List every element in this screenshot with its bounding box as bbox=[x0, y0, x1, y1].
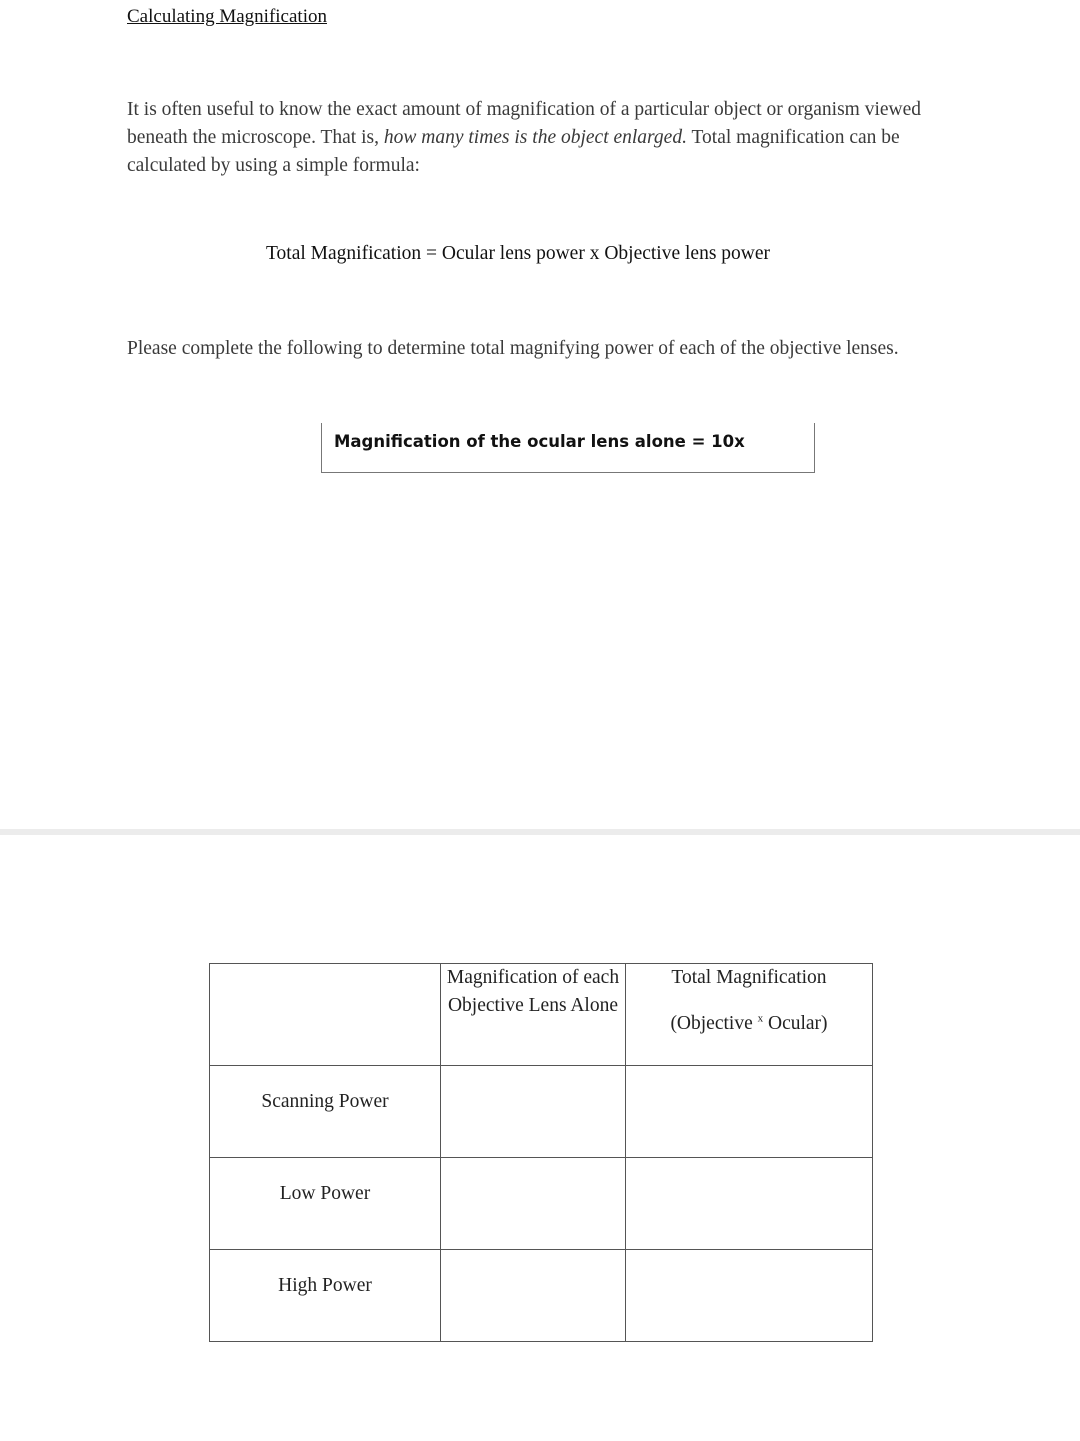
header-total-label: Total Magnification bbox=[671, 967, 827, 988]
table-header-row bbox=[210, 964, 873, 1066]
table-row bbox=[210, 1158, 873, 1250]
total-magnification-cell[interactable] bbox=[626, 1066, 873, 1158]
intro-text-end: Total magnification can be calculated by using a simple formula: bbox=[127, 127, 900, 176]
header-cell-empty bbox=[210, 964, 441, 1066]
row-label: Scanning Power bbox=[261, 1091, 389, 1112]
magnification-table bbox=[209, 963, 873, 1342]
intro-paragraph bbox=[127, 96, 947, 180]
header-cell-objective bbox=[441, 964, 626, 1066]
instructions: Please complete the following to determine total magnifying power of each of the objective lenses. bbox=[127, 338, 899, 359]
objective-magnification-cell[interactable] bbox=[441, 1066, 626, 1158]
row-label-cell bbox=[210, 1250, 441, 1342]
total-magnification-cell[interactable] bbox=[626, 1158, 873, 1250]
objective-magnification-cell[interactable] bbox=[441, 1250, 626, 1342]
intro-text: It is often useful to know the exact amount of magnification of a particular object or organism viewed beneath the microscope. That is, bbox=[127, 99, 922, 148]
header-objective-label: Magnification of each Objective Lens Alone bbox=[446, 967, 620, 1016]
ocular-note-box bbox=[321, 423, 815, 473]
row-label-cell bbox=[210, 1158, 441, 1250]
page-title: Calculating Magnification bbox=[127, 6, 327, 27]
ocular-note: Magnification of the ocular lens alone = 10x bbox=[334, 432, 745, 451]
row-label-cell bbox=[210, 1066, 441, 1158]
header-total-formula: (Objective $^x$ Ocular) bbox=[670, 1012, 828, 1034]
table-row bbox=[210, 1250, 873, 1342]
total-magnification-cell[interactable] bbox=[626, 1250, 873, 1342]
table-row bbox=[210, 1066, 873, 1158]
formula: Total Magnification = Ocular lens power x Objective lens power bbox=[266, 243, 771, 264]
page-divider bbox=[0, 829, 1080, 835]
header-cell-total bbox=[626, 964, 873, 1066]
row-label: High Power bbox=[278, 1275, 372, 1296]
row-label: Low Power bbox=[279, 1183, 371, 1204]
objective-magnification-cell[interactable] bbox=[441, 1158, 626, 1250]
intro-italic-text: how many times is the object enlarged. bbox=[383, 127, 687, 148]
